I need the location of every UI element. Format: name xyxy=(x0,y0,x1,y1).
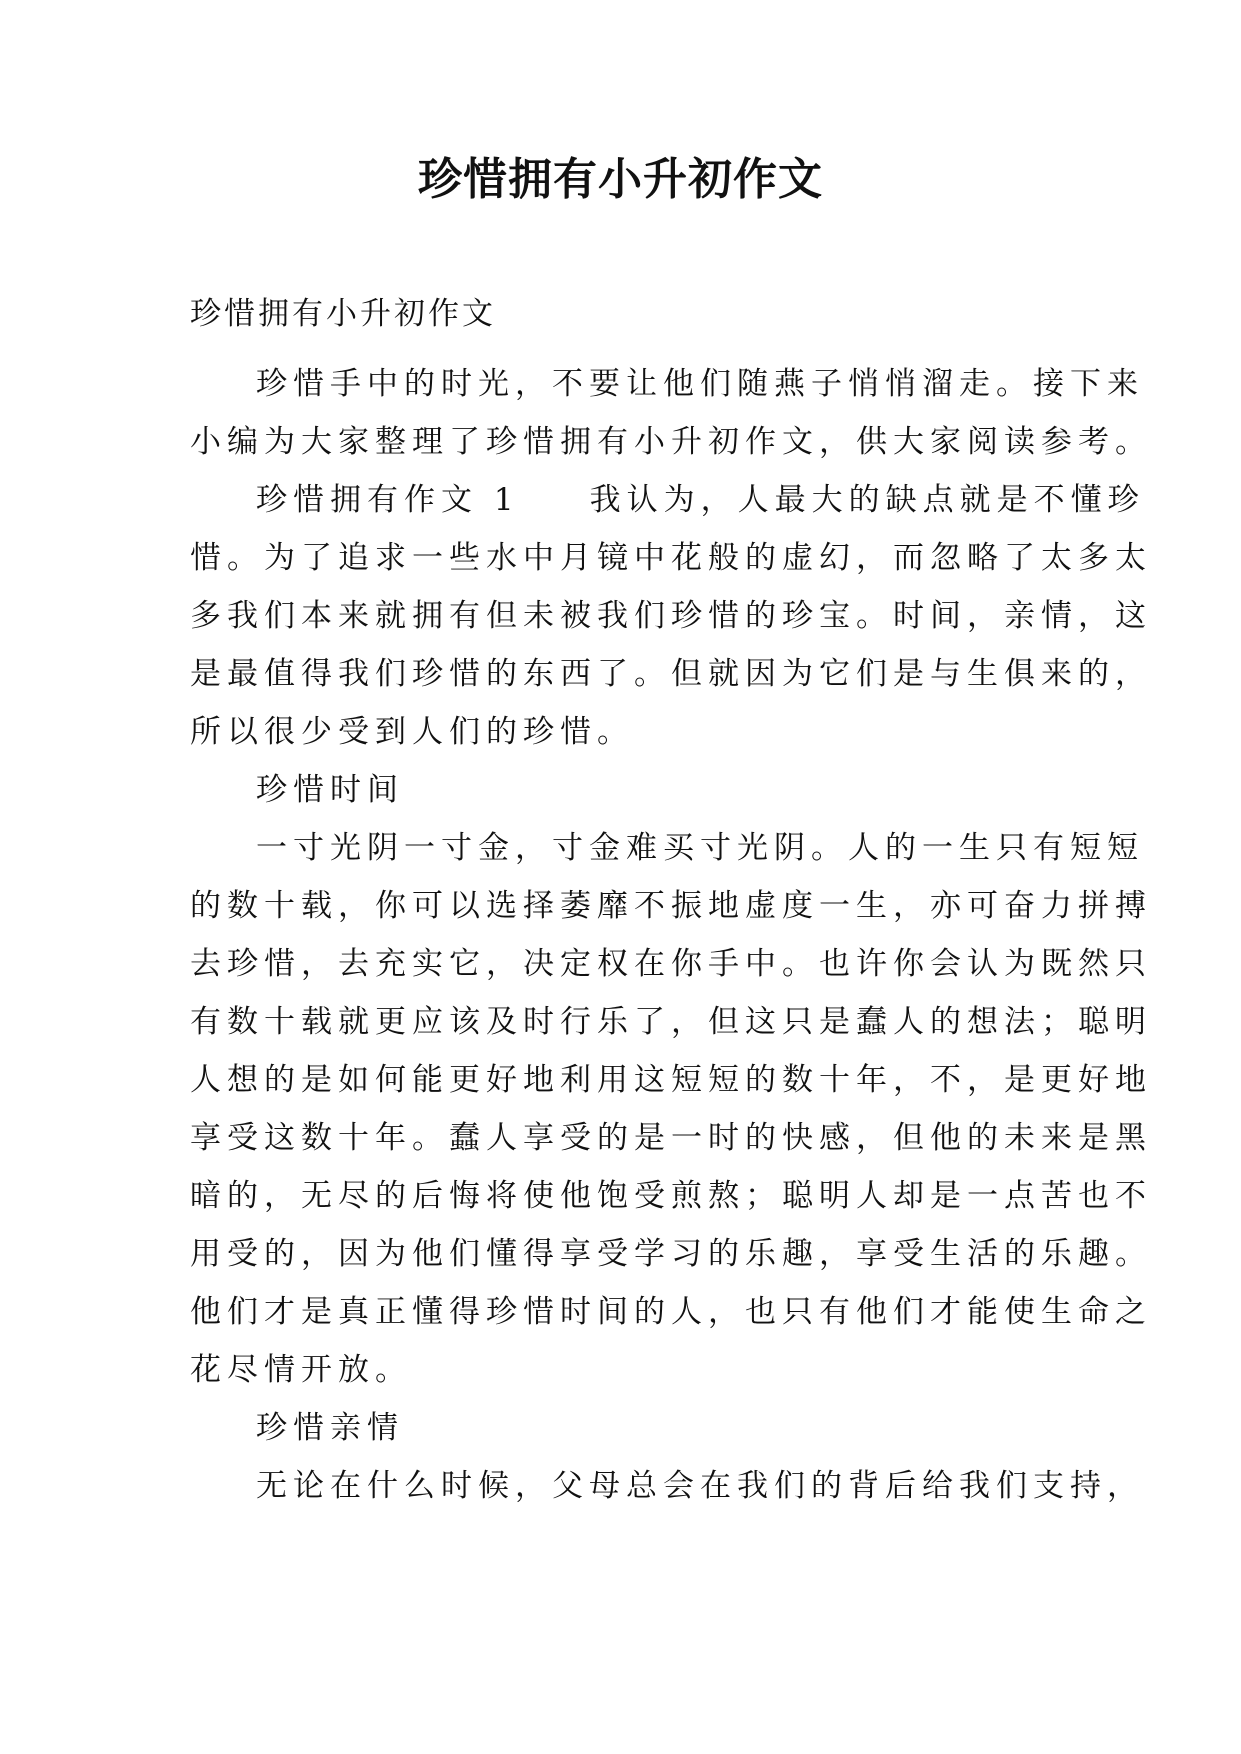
paragraph-line: 珍惜手中的时光，不要让他们随燕子悄悄溜走。接下来 xyxy=(256,366,1144,402)
section-heading: 珍惜时间 xyxy=(256,772,404,808)
paragraph-line: 无论在什么时候，父母总会在我们的背后给我们支持， xyxy=(256,1468,1144,1504)
paragraph-line: 暗的，无尽的后悔将使他饱受煎熬；聪明人却是一点苦也不 xyxy=(190,1178,1152,1214)
paragraph-line: 是最值得我们珍惜的东西了。但就因为它们是与生俱来的， xyxy=(190,656,1152,692)
paragraph-line: 一寸光阴一寸金，寸金难买寸光阴。人的一生只有短短 xyxy=(256,830,1144,866)
paragraph-line: 去珍惜，去充实它，决定权在你手中。也许你会认为既然只 xyxy=(190,946,1152,982)
paragraph-line: 人想的是如何能更好地利用这短短的数十年，不，是更好地 xyxy=(190,1062,1152,1098)
paragraph-line: 惜。为了追求一些水中月镜中花般的虚幻，而忽略了太多太 xyxy=(190,540,1152,576)
paragraph-text: 我认为，人最大的缺点就是不懂珍 xyxy=(589,482,1145,518)
paragraph-line: 的数十载，你可以选择萎靡不振地虚度一生，亦可奋力拼搏 xyxy=(190,888,1152,924)
paragraph-line: 用受的，因为他们懂得享受学习的乐趣，享受生活的乐趣。 xyxy=(190,1236,1152,1272)
paragraph-line: 所以很少受到人们的珍惜。 xyxy=(190,714,634,750)
paragraph-line: 多我们本来就拥有但未被我们珍惜的珍宝。时间，亲情，这 xyxy=(190,598,1152,634)
paragraph-line xyxy=(256,478,1145,522)
paragraph-line: 享受这数十年。蠢人享受的是一时的快感，但他的未来是黑 xyxy=(190,1120,1152,1156)
paragraph-line: 他们才是真正懂得珍惜时间的人，也只有他们才能使生命之 xyxy=(190,1294,1152,1330)
paragraph-line: 有数十载就更应该及时行乐了，但这只是蠢人的想法；聪明 xyxy=(190,1004,1152,1040)
document-title: 珍惜拥有小升初作文 xyxy=(418,154,823,205)
document-subtitle: 珍惜拥有小升初作文 xyxy=(190,296,496,332)
section-heading: 珍惜亲情 xyxy=(256,1410,404,1446)
paragraph-line: 小编为大家整理了珍惜拥有小升初作文，供大家阅读参考。 xyxy=(190,424,1152,460)
essay-heading: 珍惜拥有作文 1 xyxy=(256,482,520,518)
paragraph-line: 花尽情开放。 xyxy=(190,1352,412,1388)
